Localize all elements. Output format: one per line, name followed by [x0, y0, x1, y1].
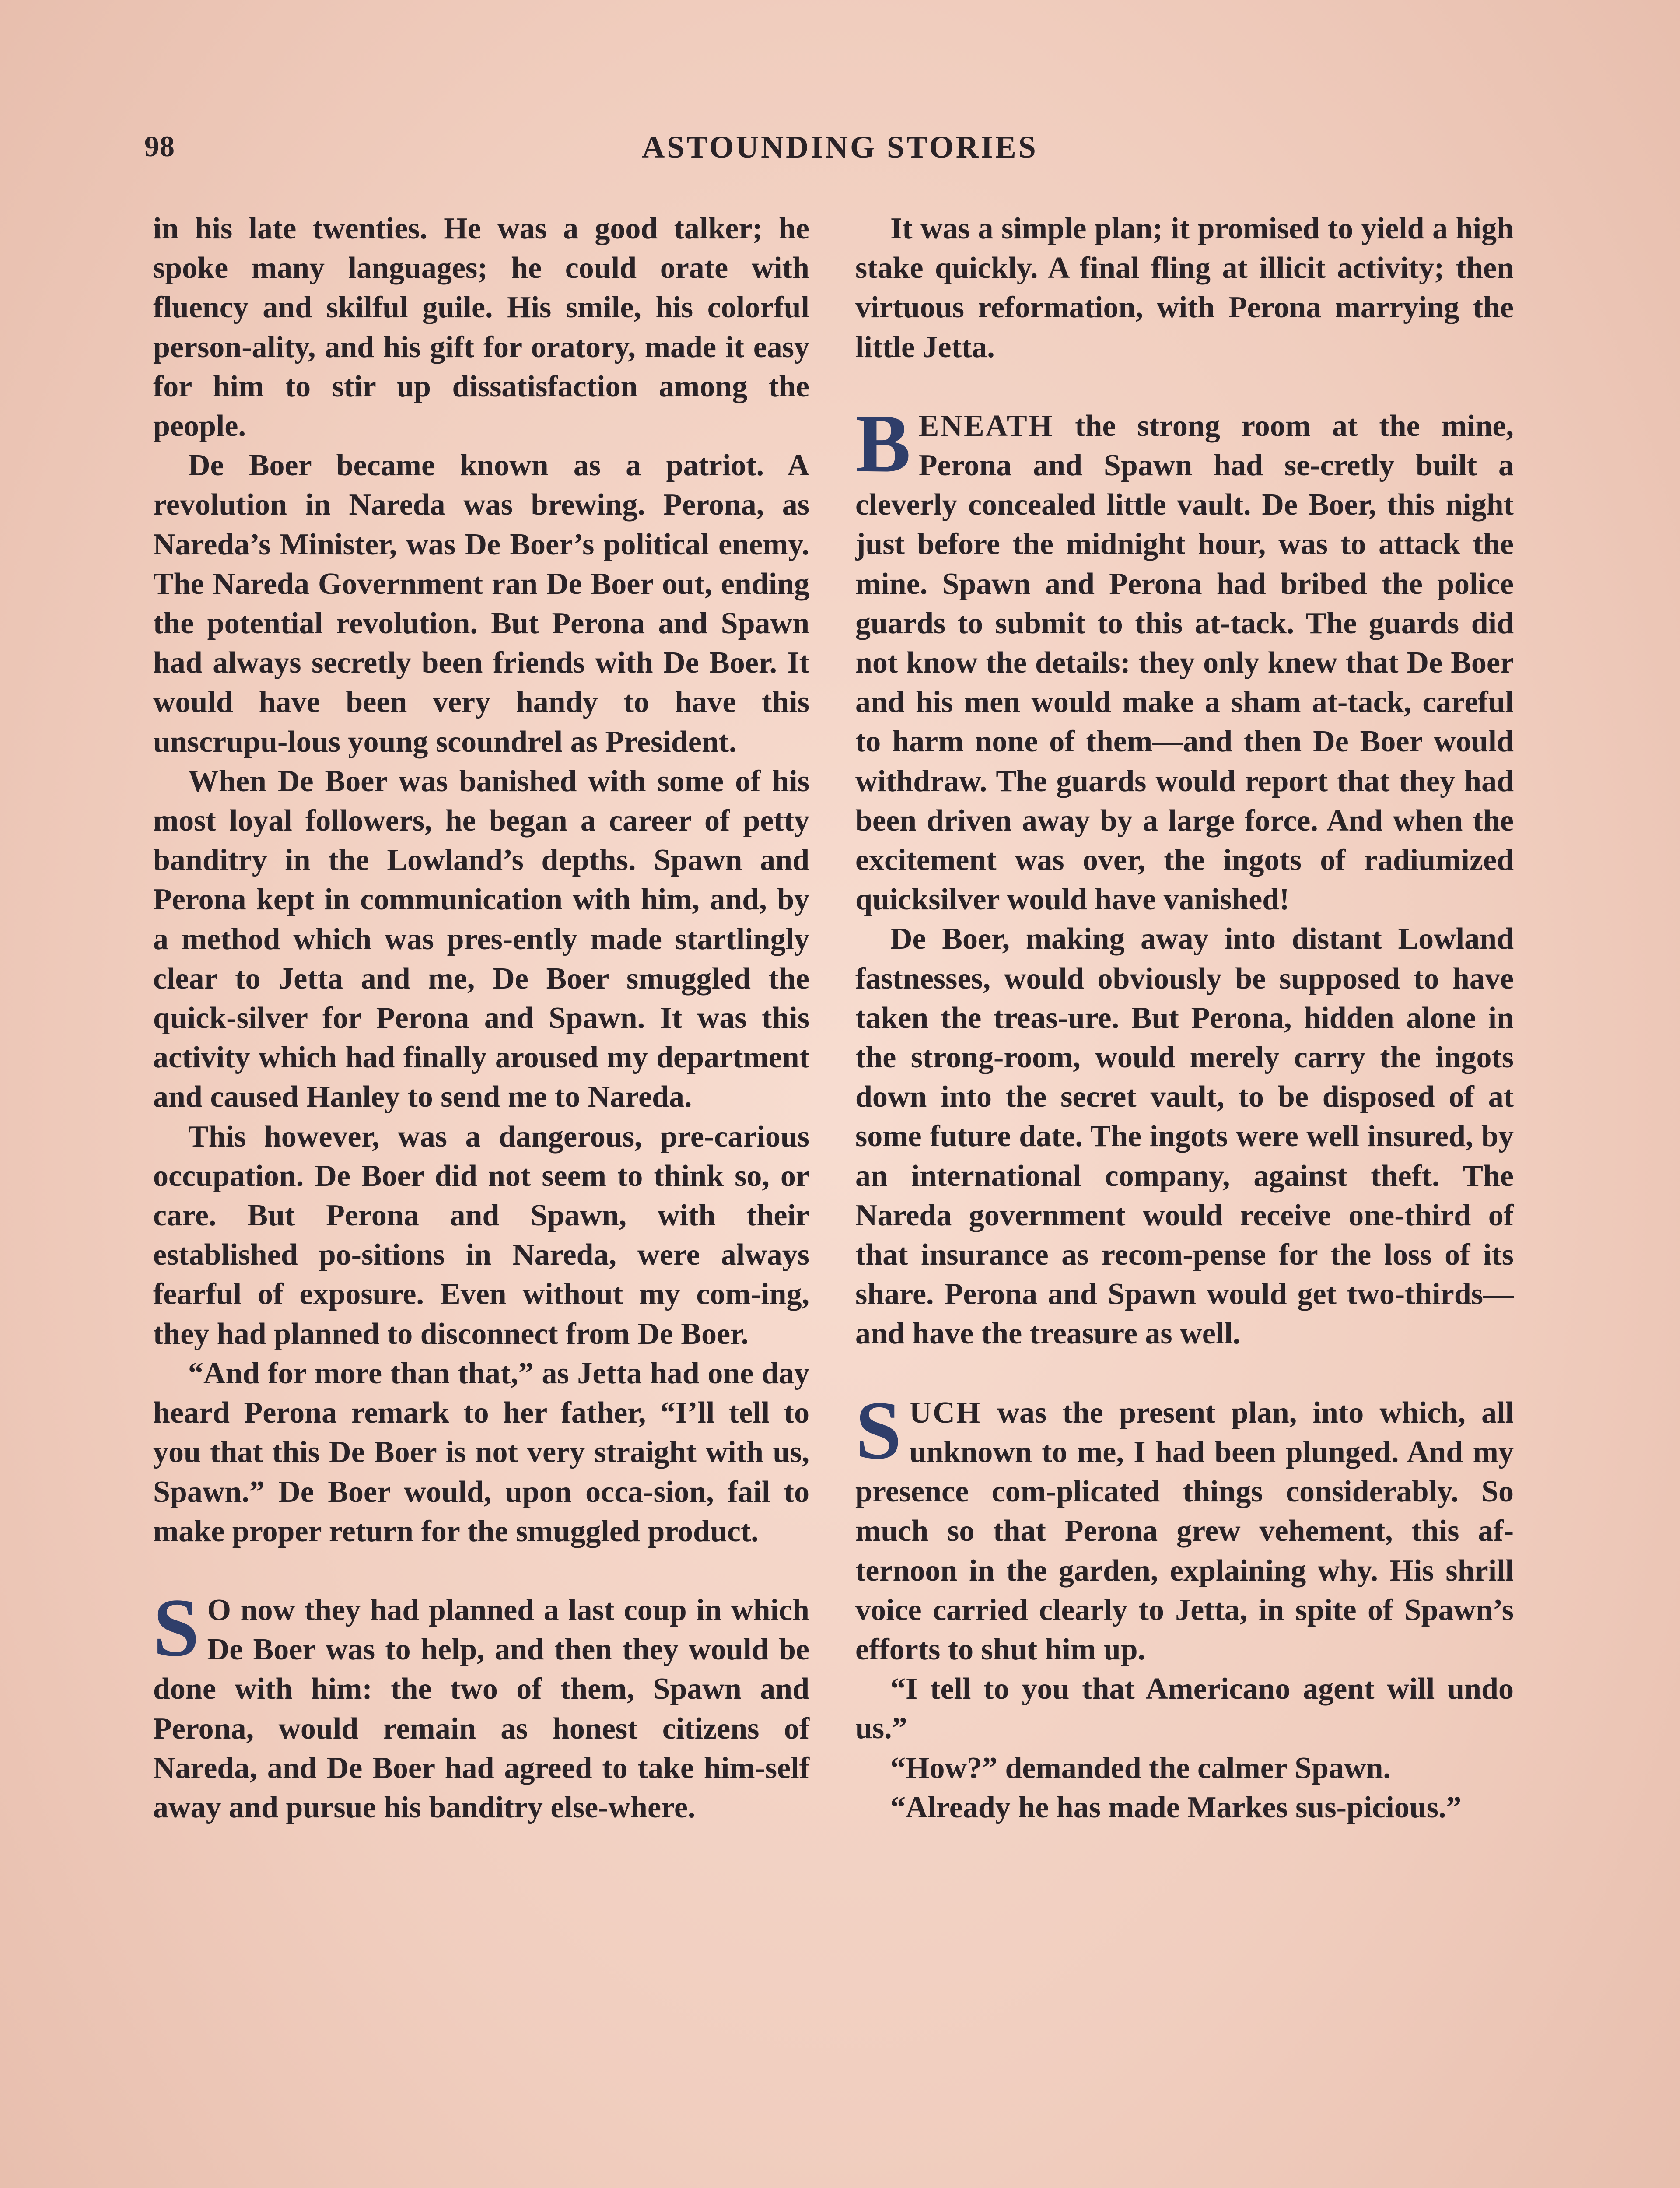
section-paragraph — [855, 397, 1514, 920]
right-column — [855, 209, 1514, 1827]
paragraph: This however, was a dangerous, pre-carious occupation. De Boer did not seem to think so, or care. But Perona and Spawn, with their established po-sitions in Nareda, were always fearful of exposure. Even without my com-ing, they had planned to disconnect from De Boer. — [153, 1119, 809, 1351]
paragraph: in his late twenties. He was a good talker; he spoke many languages; he could orate with fluency and skilful guile. His smile, his colorful person-ality, and his gift for oratory, made it easy for him to stir up dissatisfaction among the people. — [153, 212, 809, 443]
section-paragraph — [153, 1581, 809, 1827]
paragraph: “How?” demanded the calmer Spawn. — [890, 1751, 1391, 1785]
paragraph-text: the strong room at the mine, Perona and Spawn had se-cretly built a cleverly concealed little vault. De Boer, this night just before the midnight hour, was to attack the mine. Spawn and Perona had bribed the police guards to submit to this at-tack. The guards did not know the details: they only knew that De Boer and his men would make a sham at-tack, careful to harm none of them—and then De Boer would withdraw. The guards would report that they had been driven away by a large force. And when the excitement was over, the ingots of radiumized quicksilver would have vanished! — [855, 409, 1514, 917]
drop-cap: B — [855, 397, 911, 490]
paragraph: When De Boer was banished with some of his most loyal followers, he began a career of petty banditry in the Lowland’s depths. Spawn and Perona kept in communication with him, and, by a method which was pres-ently made startlingly clear to Jetta and me, De Boer smuggled the quick-silver for Perona and Spawn. It was this activity which had finally aroused my department and caused Hanley to send me to Nareda. — [153, 764, 809, 1114]
paragraph: It was a simple plan; it promised to yield a high stake quickly. A final fling at illicit activity; then virtuous reformation, with Perona marrying the little Jetta. — [855, 212, 1514, 364]
small-caps-lead: ENEATH — [918, 409, 1054, 443]
section-paragraph — [855, 1384, 1514, 1669]
paragraph-text: was the present plan, into which, all unknown to me, I had been plunged. And my presence com-plicated things considerably. So much so that Perona grew vehement, this af-ternoon in the garden, explaining why. His shrill voice carried clearly to Jetta, in spite of Spawn’s efforts to shut him up. — [855, 1396, 1514, 1666]
running-title: ASTOUNDING STORIES — [642, 130, 1038, 165]
paragraph: De Boer became known as a patriot. A revolution in Nareda was brewing. Perona, as Nareda’s Minister, was De Boer’s political enemy. The Nareda Government ran De Boer out, ending the potential revolution. But Perona and Spawn had always secretly been friends with De Boer. It would have been very handy to have this unscrupu-lous young scoundrel as President. — [153, 449, 809, 759]
paragraph: “I tell to you that Americano agent will undo us.” — [855, 1672, 1514, 1746]
page-number: 98 — [144, 130, 175, 163]
left-column — [153, 209, 809, 1827]
small-caps-lead: UCH — [909, 1396, 982, 1430]
paragraph: De Boer, making away into distant Lowland fastnesses, would obviously be supposed to have taken the treas-ure. But Perona, hidden alone in the strong-room, would merely carry the ingots down into the secret vault, to be disposed of at some future date. The ingots were well insured, by an international company, against theft. The Nareda government would receive one-third of that insurance as recom-pense for the loss of its share. Perona and Spawn would get two-thirds—and have the treasure as well. — [855, 922, 1514, 1351]
paragraph: “And for more than that,” as Jetta had one day heard Perona remark to her father, “I’ll tell to you that this De Boer is not very straight with us, Spawn.” De Boer would, upon occa-sion, fail to make proper return for the smuggled product. — [153, 1356, 809, 1548]
drop-cap: S — [855, 1384, 902, 1476]
paragraph-text: O now they had planned a last coup in which De Boer was to help, and then they would be done with him: the two of them, Spawn and Perona, would remain as honest citizens of Nareda, and De Boer had agreed to take him-self away and pursue his banditry else-where. — [153, 1593, 809, 1824]
paragraph: “Already he has made Markes sus-picious.” — [890, 1790, 1462, 1824]
drop-cap: S — [153, 1581, 200, 1674]
